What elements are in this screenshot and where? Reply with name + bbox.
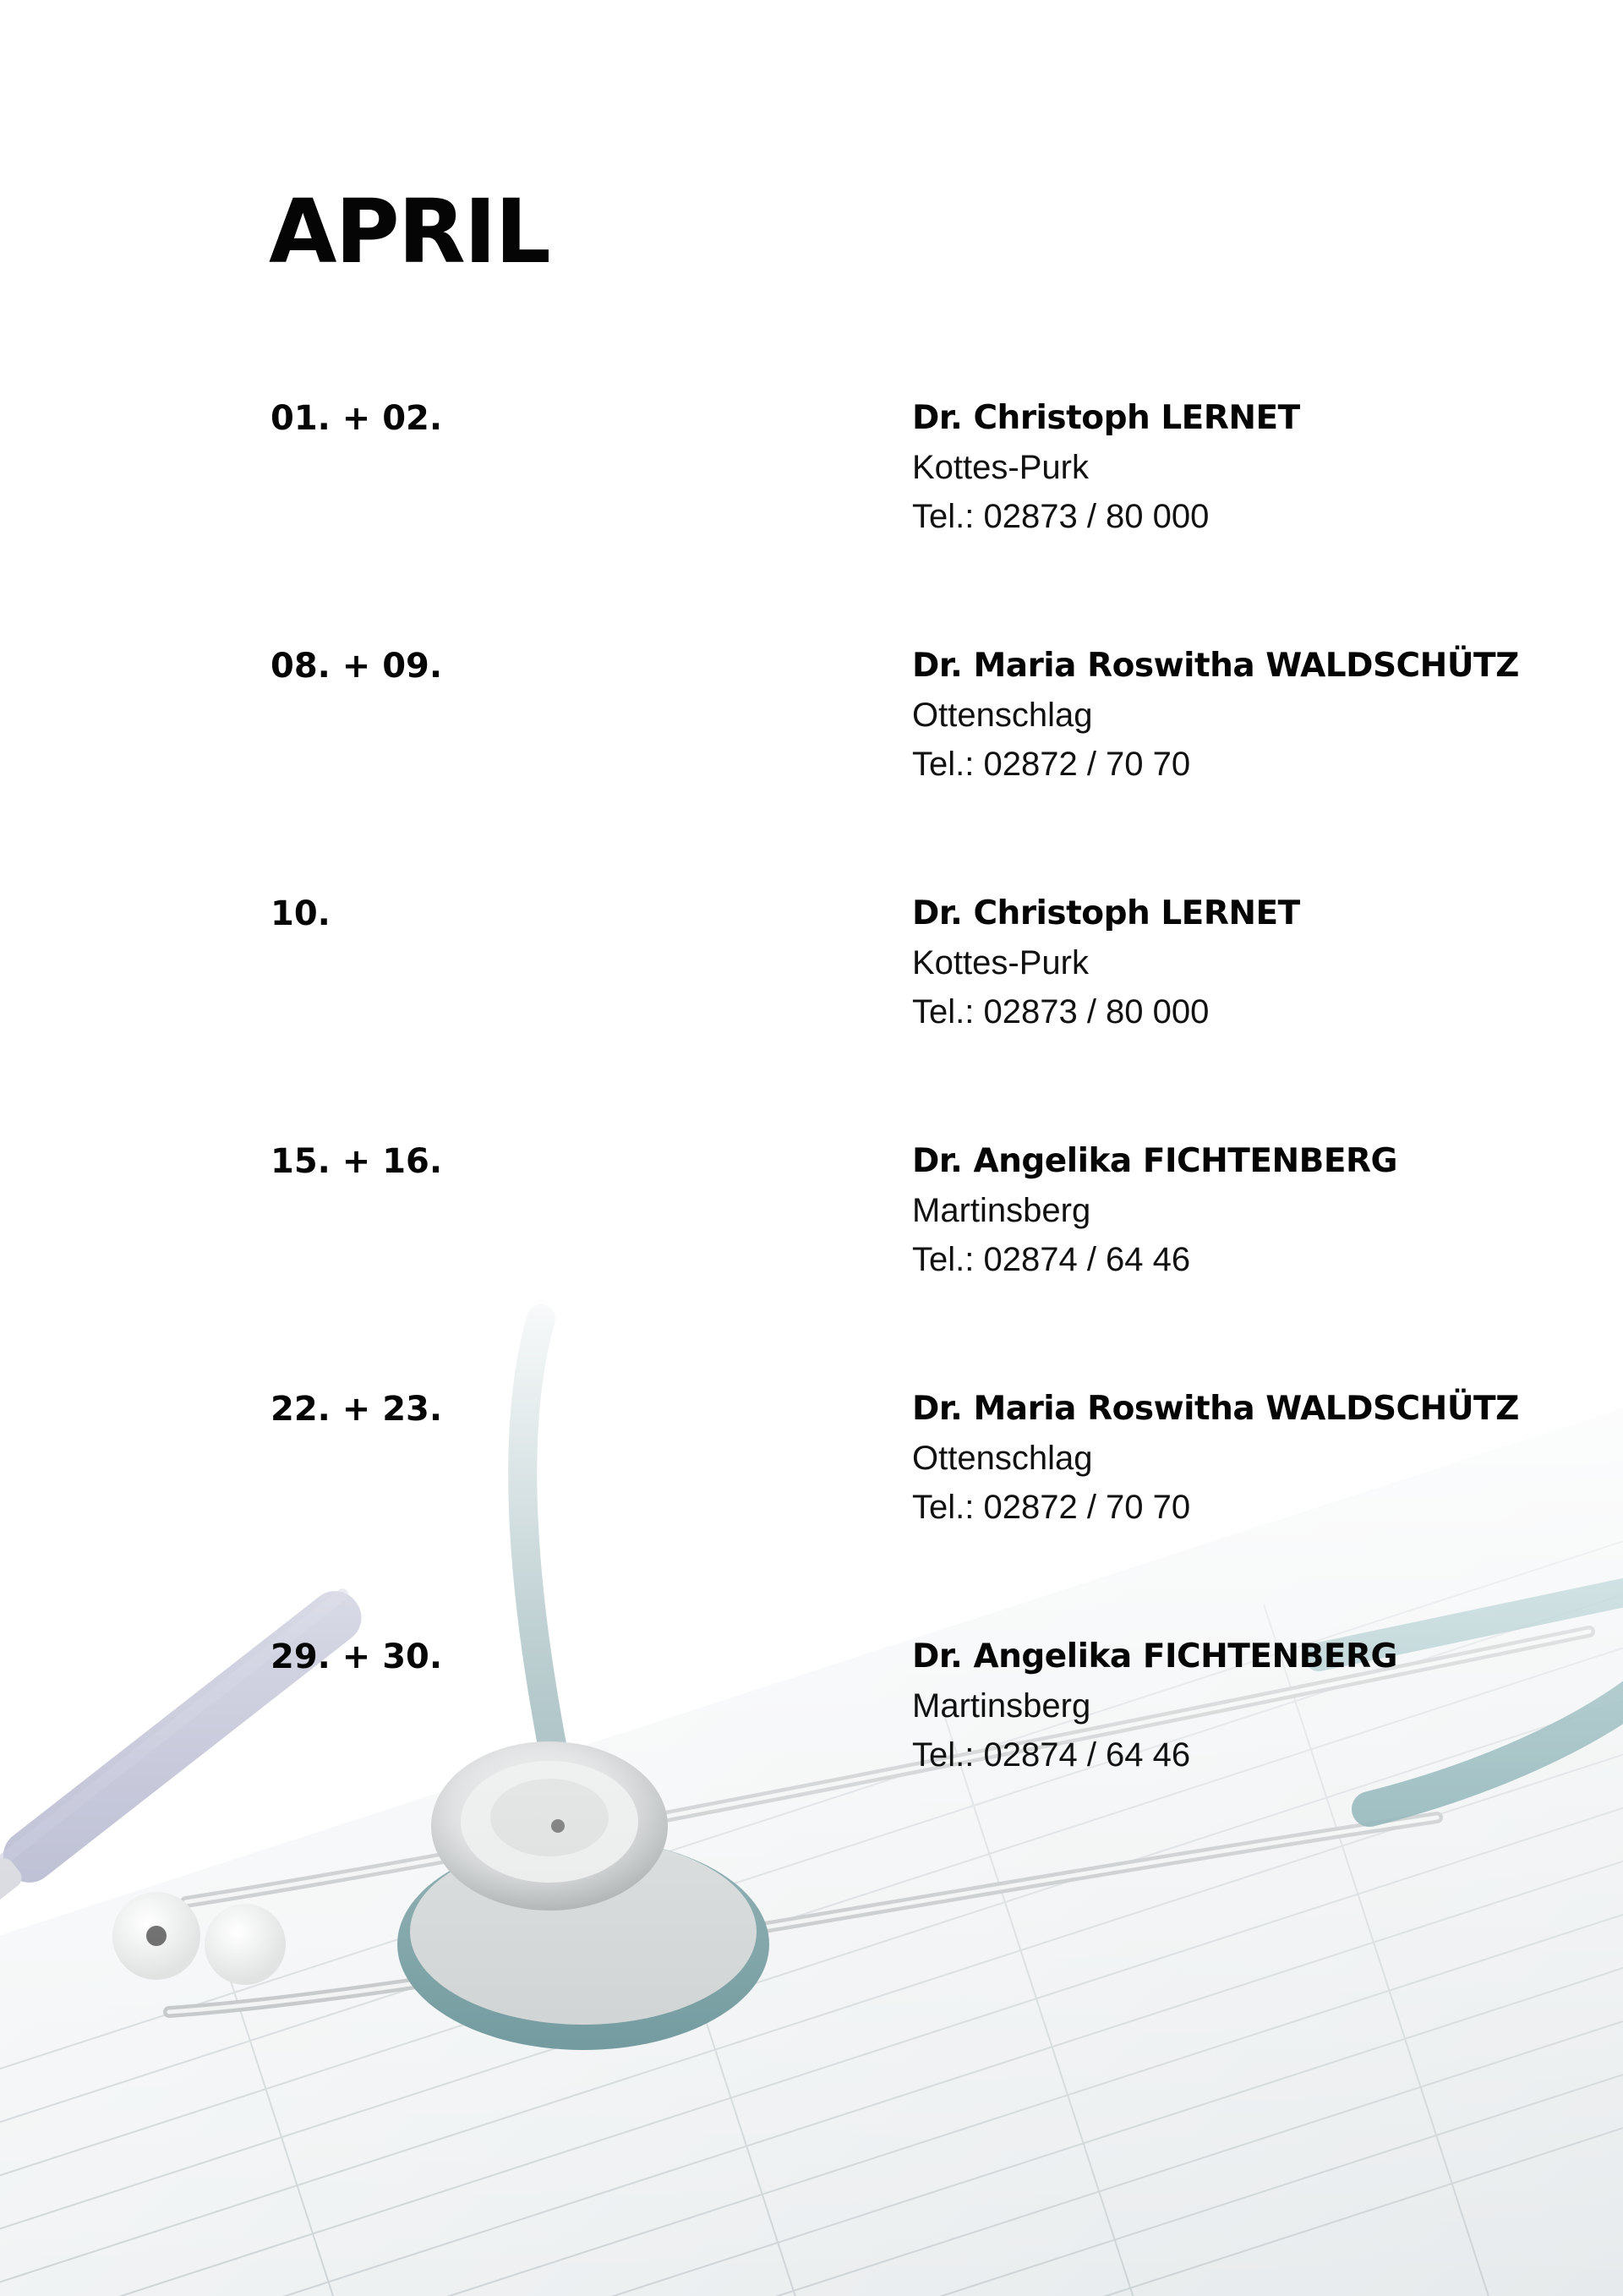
doctor-location: Martinsberg bbox=[912, 1687, 1091, 1725]
schedule-entry bbox=[0, 1392, 1623, 1544]
entry-date: 08. + 09. bbox=[270, 647, 443, 686]
doctor-location: Ottenschlag bbox=[912, 1440, 1093, 1477]
doctor-info bbox=[912, 1637, 1588, 1774]
doctor-phone: Tel.: 02874 / 64 46 bbox=[912, 1241, 1191, 1278]
schedule-entry bbox=[0, 649, 1623, 801]
doctor-phone: Tel.: 02873 / 80 000 bbox=[912, 993, 1210, 1030]
entry-date: 22. + 23. bbox=[270, 1390, 443, 1429]
schedule-entry bbox=[0, 1637, 1623, 1792]
doctor-location: Kottes-Purk bbox=[912, 449, 1089, 486]
doctor-phone: Tel.: 02874 / 64 46 bbox=[912, 1736, 1191, 1774]
entry-date: 15. + 16. bbox=[270, 1142, 443, 1181]
doctor-name: Dr. Maria Roswitha WALDSCHÜTZ bbox=[912, 1390, 1519, 1428]
doctor-name: Dr. Angelika FICHTENBERG bbox=[912, 1142, 1398, 1180]
doctor-info bbox=[912, 649, 1588, 781]
doctor-name: Dr. Christoph LERNET bbox=[912, 399, 1300, 437]
entry-date: 29. + 30. bbox=[270, 1637, 443, 1676]
schedule-entry bbox=[0, 894, 1623, 1049]
page-title: APRIL bbox=[269, 180, 549, 283]
doctor-info bbox=[912, 1142, 1588, 1278]
entry-date: 01. + 02. bbox=[270, 399, 443, 438]
doctor-phone: Tel.: 02873 / 80 000 bbox=[912, 498, 1210, 535]
doctor-info bbox=[912, 894, 1588, 1030]
doctor-info bbox=[912, 399, 1588, 535]
doctor-phone: Tel.: 02872 / 70 70 bbox=[912, 1489, 1191, 1526]
doctor-name: Dr. Christoph LERNET bbox=[912, 894, 1300, 932]
doctor-location: Martinsberg bbox=[912, 1192, 1091, 1229]
doctor-location: Kottes-Purk bbox=[912, 944, 1089, 981]
doctor-name: Dr. Maria Roswitha WALDSCHÜTZ bbox=[912, 647, 1519, 685]
doctor-name: Dr. Angelika FICHTENBERG bbox=[912, 1637, 1398, 1676]
doctor-info bbox=[912, 1392, 1588, 1524]
doctor-phone: Tel.: 02872 / 70 70 bbox=[912, 746, 1191, 783]
entry-date: 10. bbox=[270, 894, 331, 933]
doctor-location: Ottenschlag bbox=[912, 697, 1093, 734]
schedule-entry bbox=[0, 399, 1623, 554]
schedule-entry bbox=[0, 1142, 1623, 1297]
